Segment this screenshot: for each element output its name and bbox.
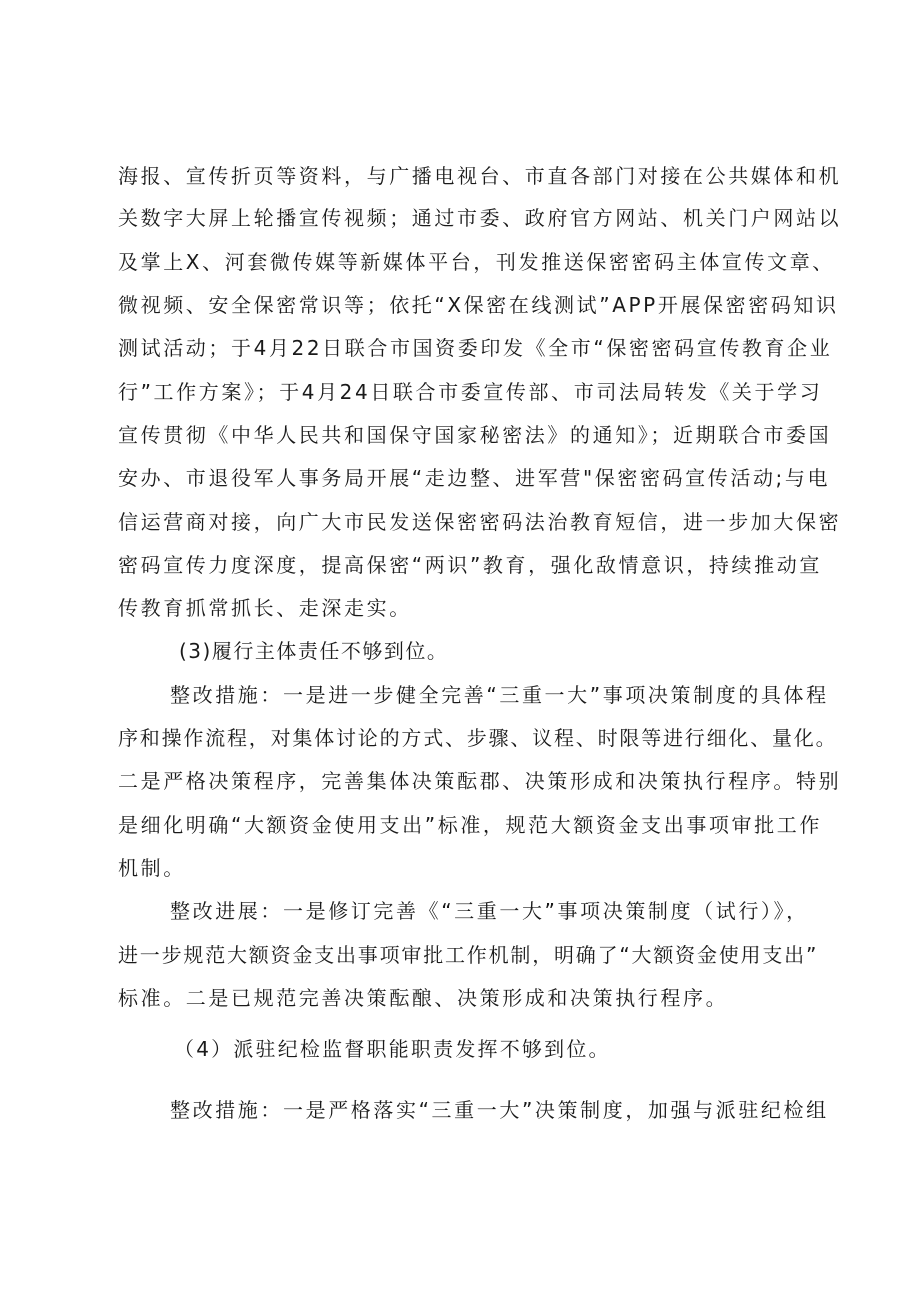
- text-line: 传教育抓常抓长、走深走实。: [118, 596, 412, 620]
- section-heading-3: (3)履行主体责任不够到位。: [179, 639, 449, 663]
- text-line: 是细化明确“大额资金使用支出”标准，规范大额资金支出事项审批工作: [118, 813, 822, 837]
- text-line: 微视频、安全保密常识等；依托“X保密在线测试”APP开展保密密码知识: [118, 293, 839, 317]
- text-line: 整改措施：一是严格落实“三重一大”决策制度，加强与派驻纪检组: [170, 1098, 829, 1122]
- text-line: 行”工作方案》；于4月24日联合市委宣传部、市司法局转发《关于学习: [118, 380, 823, 404]
- text-line: 关数字大屏上轮播宣传视频；通过市委、政府官方网站、机关门户网站以: [118, 206, 842, 230]
- text-line: 海报、宣传折页等资料，与广播电视台、市直各部门对接在公共媒体和机: [118, 164, 842, 188]
- text-line: 整改措施：一是进一步健全完善“三重一大”事项决策制度的具体程: [170, 683, 829, 707]
- text-line: 安办、市退役军人事务局开展“走边整、进军营"保密密码宣传活动;与电: [118, 466, 831, 490]
- text-line: 标准。二是已规范完善决策酝酿、决策形成和决策执行程序。: [118, 986, 729, 1010]
- section-heading-4: （4）派驻纪检监督职能职责发挥不够到位。: [174, 1037, 611, 1061]
- text-line: 序和操作流程，对集体讨论的方式、步骤、议程、时限等进行细化、量化。: [118, 726, 838, 750]
- text-line: 密码宣传力度深度，提高保密“两识”教育，强化敌情意识，持续推动宣: [118, 553, 822, 577]
- text-line: 及掌上X、河套微传媒等新媒体平台，刊发推送保密密码主体宣传文章、: [118, 250, 835, 274]
- text-line: 宣传贯彻《中华人民共和国保守国家秘密法》的通知》；近期联合市委国: [118, 423, 832, 447]
- text-line: 机制。: [118, 856, 186, 880]
- text-line: 进一步规范大额资金支出事项审批工作机制，明确了“大额资金使用支出”: [118, 943, 819, 967]
- text-line: 测试活动；于4月22日联合市国资委印发《全市“保密密码宣传教育企业: [118, 336, 833, 360]
- text-line: 整改进展：一是修订完善《“三重一大”事项决策制度（试行）》，: [170, 899, 809, 923]
- text-line: 信运营商对接，向广大市民发送保密密码法治教育短信，进一步加大保密: [118, 510, 842, 534]
- text-line: 二是严格决策程序，完善集体决策酝郡、决策形成和决策执行程序。特别: [118, 769, 842, 793]
